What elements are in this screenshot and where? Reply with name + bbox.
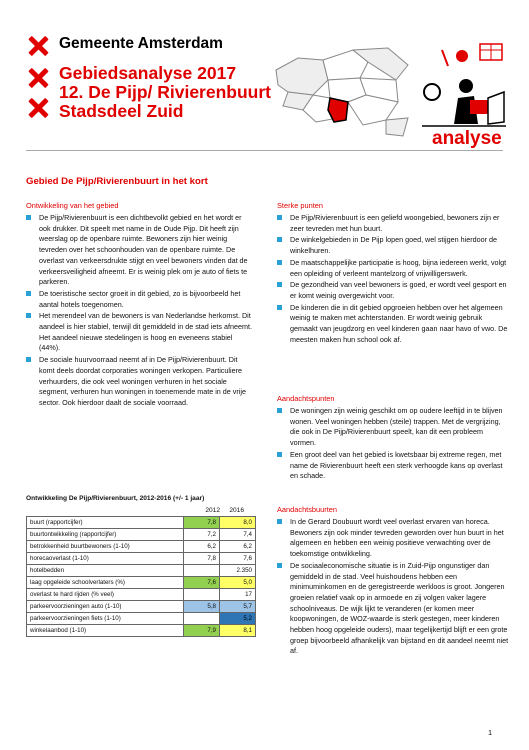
table-row bbox=[27, 541, 256, 553]
table-row bbox=[27, 601, 256, 613]
table-row bbox=[27, 613, 256, 625]
district-title: Stadsdeel Zuid bbox=[59, 101, 184, 121]
table-row bbox=[27, 577, 256, 589]
table-row bbox=[27, 625, 256, 637]
value-2016: 8,0 bbox=[220, 517, 256, 529]
attention-points-list bbox=[277, 406, 509, 483]
value-2016: 7,6 bbox=[220, 553, 256, 565]
value-2016: 5,7 bbox=[220, 601, 256, 613]
indicator-label: parkeervoorzieningen auto (1-10) bbox=[27, 601, 184, 613]
value-2016: 2.350 bbox=[220, 565, 256, 577]
table-row bbox=[27, 529, 256, 541]
list-item: De winkelgebieden in De Pijp lopen goed, wel stijgen hierdoor de winkelhuren. bbox=[277, 235, 509, 256]
list-item: De Pijp/Rivierenbuurt is een dichtbevolkt gebied en het wordt er ook drukker. Dit speelt met name in de Oude Pijp. Dit heeft zijn weerslag op de openbare ruimte. Bewoners zijn hier weinig tevreden over het schoonhouden van de openbare ruimte. De overlast van verkeersdrukte stijgt en veel bewoners vinden dat de verkeersveiligheid afneemt. Er is weinig plek om je auto of fiets te parkeren. bbox=[26, 213, 254, 288]
organization-name: Gemeente Amsterdam bbox=[59, 35, 223, 52]
value-2012: 7,8 bbox=[184, 517, 220, 529]
list-item: Een groot deel van het gebied is kwetsbaar bij extreme regen, met name de Rivierenbuurt heeft een sterk verhoogde kans op overlast en schade. bbox=[277, 450, 509, 482]
value-2012: 6,2 bbox=[184, 541, 220, 553]
header-divider bbox=[26, 150, 503, 151]
value-2016: 17 bbox=[220, 589, 256, 601]
amsterdam-map bbox=[268, 40, 418, 140]
indicator-label: parkeervoorzieningen fiets (1-10) bbox=[27, 613, 184, 625]
area-title: 12. De Pijp/ Rivierenbuurt bbox=[59, 82, 271, 102]
strengths-list bbox=[277, 213, 509, 346]
list-item: De kinderen die in dit gebied opgroeien hebben over het algemeen weinig te maken met achterstanden. Er wordt weinig gebruik gemaakt van jeugdzorg en veel kinderen gaan naar havo of vwo. De meesten maken hun school ook af. bbox=[277, 303, 509, 346]
table-row bbox=[27, 565, 256, 577]
indicator-label: overlast te hard rijden (% veel) bbox=[27, 589, 184, 601]
value-2012: 7,2 bbox=[184, 529, 220, 541]
list-item: De gezondheid van veel bewoners is goed, er wordt veel gesport en er komt weinig overgewicht voor. bbox=[277, 280, 509, 301]
value-2012 bbox=[184, 589, 220, 601]
x-mark-icon bbox=[28, 98, 48, 118]
year-header: 2016 bbox=[229, 507, 244, 514]
section-title: Gebied De Pijp/Rivierenbuurt in het kort bbox=[26, 176, 208, 187]
attention-areas-heading: Aandachtsbuurten bbox=[277, 505, 337, 514]
attention-areas-list bbox=[277, 517, 509, 658]
analyse-label: analyse bbox=[432, 128, 502, 149]
value-2012: 7,9 bbox=[184, 625, 220, 637]
value-2016: 8,1 bbox=[220, 625, 256, 637]
page-number: 1 bbox=[488, 728, 493, 737]
indicator-label: buurtontwikkeling (rapportcijfer) bbox=[27, 529, 184, 541]
list-item: De toeristische sector groeit in dit gebied, zo is bijvoorbeeld het aantal hotels toegenomen. bbox=[26, 289, 254, 310]
indicator-label: betrokkenheid buurtbewoners (1-10) bbox=[27, 541, 184, 553]
attention-points-heading: Aandachtspunten bbox=[277, 394, 335, 403]
left-heading: Ontwikkeling van het gebied bbox=[26, 201, 119, 210]
list-item: De sociaaleconomische situatie is in Zuid-Pijp ongunstiger dan gemiddeld in de stad. Veel huishoudens hebben een minimuminkomen en de geregistreerde werkloos is groot. Jongeren groeien relatief vaak op in armoede en zij volgen vaker lagere schoolniveaus. De wijk lijkt te veranderen (er komen meer koopwoningen, de WOZ-waarde is sterk gestegen, meer kinderen hebben hoog opgeleide ouders), maar tegelijkertijd blijft er een grote groep bijvoorbeeld afhankelijk van bijstand en dit aandeel neemt niet af. bbox=[277, 561, 509, 657]
indicator-label: winkelaanbod (1-10) bbox=[27, 625, 184, 637]
value-2016: 6,2 bbox=[220, 541, 256, 553]
table-row bbox=[27, 517, 256, 529]
left-bullet-list bbox=[26, 213, 254, 410]
list-item: In de Gerard Doubuurt wordt veel overlast ervaren van horeca. Bewoners zijn ook minder tevreden geworden over hun buurt in het algemeen en hebben een weinig positieve verwachting over de toekomstige ontwikkeling. bbox=[277, 517, 509, 560]
list-item: Het merendeel van de bewoners is van Nederlandse herkomst. Dit aandeel is hier stabiel, terwijl dit gemiddeld in de stad iets afneemt. Het aandeel nieuwe stedelingen is hoog en eveneens stabiel (44%). bbox=[26, 311, 254, 354]
value-2012: 7,8 bbox=[184, 553, 220, 565]
list-item: De sociale huurvoorraad neemt af in De Pijp/Rivierenbuurt. Dit komt deels doordat corporaties woningen verkopen. Particuliere verhuurders, die ook veel woningen verhuren in het sociale segment, verhuren hun woningen in toenemende mate in de vrije sector. Ook hierdoor daalt de sociale voorraad. bbox=[26, 355, 254, 409]
year-header: 2012 bbox=[205, 507, 220, 514]
development-table bbox=[26, 516, 256, 637]
value-2012 bbox=[184, 613, 220, 625]
report-title: Gebiedsanalyse 2017 bbox=[59, 63, 237, 83]
value-2012: 7,6 bbox=[184, 577, 220, 589]
indicator-label: horecaoverlast (1-10) bbox=[27, 553, 184, 565]
indicator-label: laag opgeleide schoolverlaters (%) bbox=[27, 577, 184, 589]
indicator-label: buurt (rapportcijfer) bbox=[27, 517, 184, 529]
value-2012: 5,8 bbox=[184, 601, 220, 613]
list-item: De maatschappelijke participatie is hoog, bijna iedereen werkt, volgt een opleiding of verleent mantelzorg of vrijwilligerswerk. bbox=[277, 258, 509, 279]
x-mark-icon bbox=[28, 36, 48, 56]
table-title: Ontwikkeling De Pijp/Rivierenbuurt, 2012-2016 (+/- 1 jaar) bbox=[26, 495, 205, 502]
strengths-heading: Sterke punten bbox=[277, 201, 324, 210]
x-mark-icon bbox=[28, 68, 48, 88]
value-2016: 5,0 bbox=[220, 577, 256, 589]
value-2016: 5,2 bbox=[220, 613, 256, 625]
value-2016: 7,4 bbox=[220, 529, 256, 541]
list-item: De woningen zijn weinig geschikt om op oudere leeftijd in te blijven wonen. Veel woningen hebben (steile) trappen. Met de vergrijzing, die ook in De Pijp/Rivierenbuurt speelt, kan dit een probleem vormen. bbox=[277, 406, 509, 449]
value-2012 bbox=[184, 565, 220, 577]
table-row bbox=[27, 589, 256, 601]
indicator-label: hotelbedden bbox=[27, 565, 184, 577]
table-row bbox=[27, 553, 256, 565]
list-item: De Pijp/Rivierenbuurt is een geliefd woongebied, bewoners zijn er zeer tevreden met hun buurt. bbox=[277, 213, 509, 234]
